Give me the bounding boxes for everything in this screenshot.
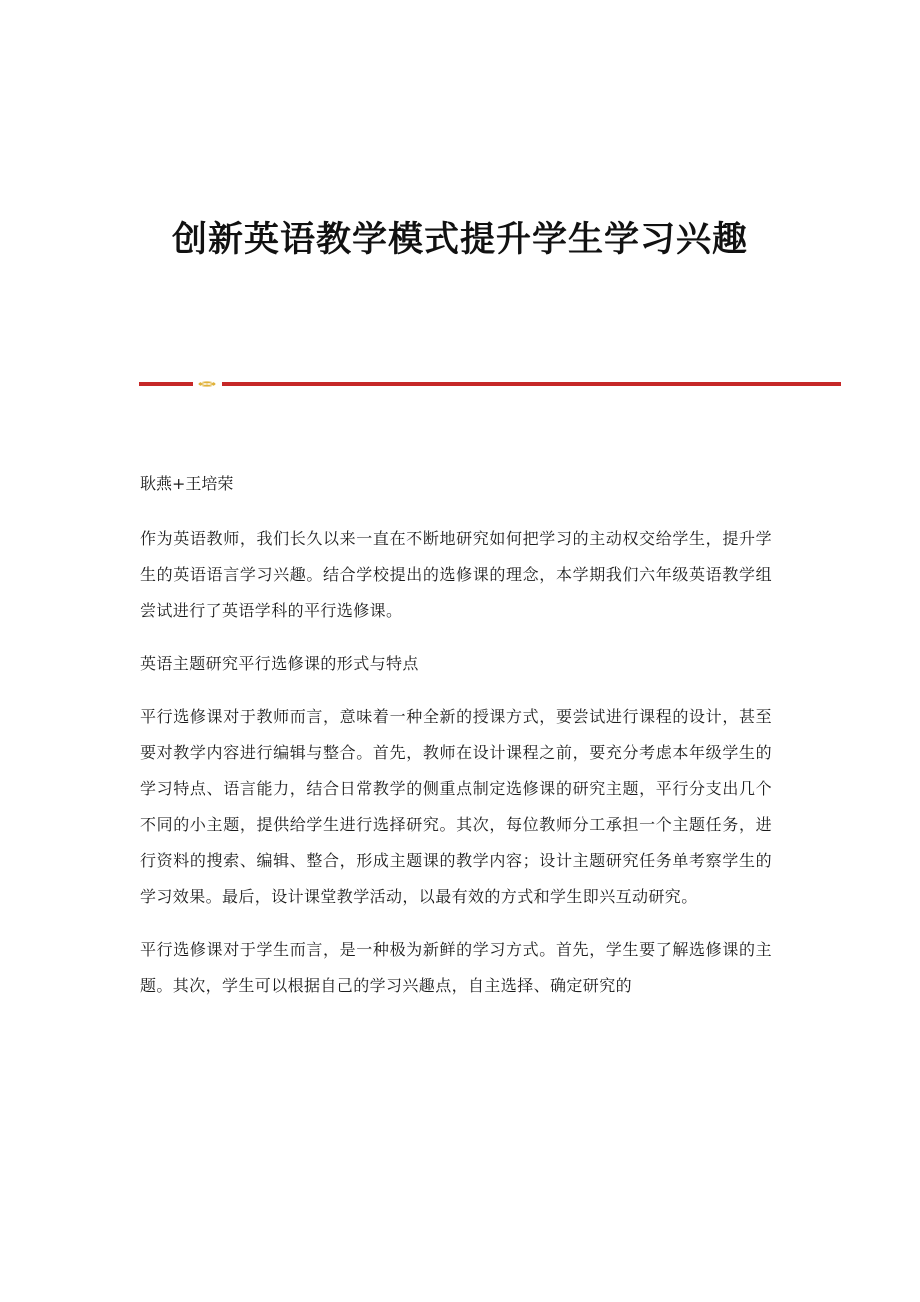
paragraph-intro: 作为英语教师，我们长久以来一直在不断地研究如何把学习的主动权交给学生，提升学生的英语语言学习兴趣。结合学校提出的选修课的理念，本学期我们六年级英语教学组尝试进行了英语学科的平行选修课。 — [140, 529, 772, 620]
paragraph-teachers: 平行选修课对于教师而言，意味着一种全新的授课方式，要尝试进行课程的设计，甚至要对教学内容进行编辑与整合。首先，教师在设计课程之前，要充分考虑本年级学生的学习特点、语言能力，结合日常教学的侧重点制定选修课的研究主题，平行分支出几个不同的小主题，提供给学生进行选择研究。其次，每位教师分工承担一个主题任务，进行资料的搜索、编辑、整合，形成主题课的教学内容；设计主题研究任务单考察学生的学习效果。最后，设计课堂教学活动，以最有效的方式和学生即兴互动研究。 — [140, 707, 772, 906]
title-divider — [139, 380, 841, 388]
section-heading: 英语主题研究平行选修课的形式与特点 — [140, 654, 419, 673]
divider-ornament-icon — [198, 381, 216, 387]
document-title: 创新英语教学模式提升学生学习兴趣 — [171, 219, 748, 260]
article-body — [140, 521, 772, 1021]
paragraph-students: 平行选修课对于学生而言，是一种极为新鲜的学习方式。首先，学生要了解选修课的主题。其次，学生可以根据自己的学习兴趣点，自主选择、确定研究的 — [140, 940, 772, 995]
author-line: 耿燕+王培荣 — [140, 474, 234, 493]
divider-bar-right — [222, 382, 841, 386]
divider-bar-left — [139, 382, 193, 386]
